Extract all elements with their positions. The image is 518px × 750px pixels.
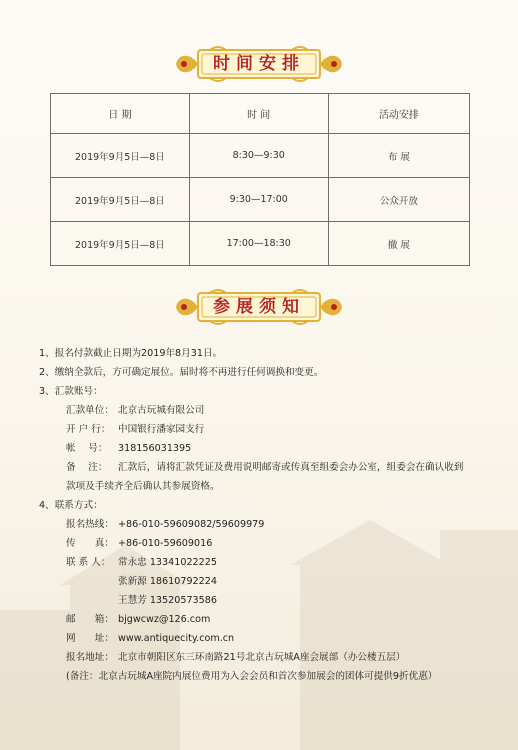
account-row <box>39 439 489 458</box>
contact-person-row <box>39 572 489 591</box>
email-label: 邮 箱： <box>66 614 114 625</box>
notice-item-contact: 4、联系方式： <box>39 500 103 511</box>
fax-value: +86-010-59609016 <box>118 538 213 549</box>
cell-activity: 撤 展 <box>328 222 469 266</box>
schedule-table <box>50 93 470 266</box>
notice-item-account: 3、汇款账号： <box>39 386 103 397</box>
table-row <box>51 178 470 222</box>
cell-time: 8:30—9:30 <box>189 134 328 178</box>
payee-label: 汇款单位： <box>66 405 114 416</box>
website-label: 网 址： <box>66 633 114 644</box>
table-header-row <box>51 94 470 134</box>
website-link[interactable]: www.antiquecity.com.cn <box>118 633 235 644</box>
notice-list <box>39 344 489 686</box>
payee-value: 北京古玩城有限公司 <box>118 405 205 416</box>
website-row <box>39 629 489 648</box>
remark-row <box>39 458 489 477</box>
section-banner-schedule <box>170 44 348 84</box>
header-date: 日 期 <box>51 94 190 134</box>
section-banner-notice <box>170 287 348 327</box>
notice-item-deadline: 1、报名付款截止日期为2019年8月31日。 <box>39 348 223 359</box>
cell-time: 9:30—17:00 <box>189 178 328 222</box>
cell-activity: 布 展 <box>328 134 469 178</box>
hotline-label: 报名热线： <box>66 519 114 530</box>
email-link[interactable]: bjgwcwz@126.com <box>118 614 211 625</box>
header-time: 时 间 <box>189 94 328 134</box>
table-row <box>51 222 470 266</box>
bank-label: 开 户 行： <box>66 424 111 435</box>
cell-date: 2019年9月5日—8日 <box>51 134 190 178</box>
account-label: 帐 号： <box>66 443 108 454</box>
section-title-notice: 参展须知 <box>213 297 305 317</box>
contact-person-row <box>39 591 489 610</box>
header-activity: 活动安排 <box>328 94 469 134</box>
cell-date: 2019年9月5日—8日 <box>51 178 190 222</box>
remark-label: 备 注： <box>66 462 108 473</box>
payee-row <box>39 401 489 420</box>
account-value: 318156031395 <box>118 443 192 454</box>
address-label: 报名地址： <box>66 652 114 663</box>
cell-date: 2019年9月5日—8日 <box>51 222 190 266</box>
bank-value: 中国银行潘家园支行 <box>118 424 205 435</box>
contact-person[interactable]: 王慧芳 13520573586 <box>118 595 217 606</box>
contact-label: 联 系 人： <box>66 557 111 568</box>
notice-item-payment: 2、缴纳全款后，方可确定展位。届时将不再进行任何调换和变更。 <box>39 367 324 378</box>
hotline-row <box>39 515 489 534</box>
fax-label: 传 真： <box>66 538 114 549</box>
address-row <box>39 648 489 667</box>
discount-footnote: (备注：北京古玩城A座院内展位费用为入会会员和首次参加展会的团体可提供9折优惠） <box>66 671 438 682</box>
contact-person-row <box>39 553 489 572</box>
hotline-value[interactable]: +86-010-59609082/59609979 <box>118 519 265 530</box>
bank-row <box>39 420 489 439</box>
cell-time: 17:00—18:30 <box>189 222 328 266</box>
remark-value: 汇款后，请将汇款凭证及费用说明邮寄或传真至组委会办公室，组委会在确认收到 <box>118 462 464 473</box>
address-value: 北京市朝阳区东三环南路21号北京古玩城A座会展部（办公楼五层） <box>118 652 406 663</box>
email-row <box>39 610 489 629</box>
cell-activity: 公众开放 <box>328 178 469 222</box>
section-title-schedule: 时间安排 <box>213 54 305 74</box>
fax-row <box>39 534 489 553</box>
remark-continued: 款项及手续齐全后确认其参展资格。 <box>66 481 220 492</box>
contact-person[interactable]: 张新源 18610792224 <box>118 576 217 587</box>
table-row <box>51 134 470 178</box>
contact-person[interactable]: 常永忠 13341022225 <box>118 557 217 568</box>
